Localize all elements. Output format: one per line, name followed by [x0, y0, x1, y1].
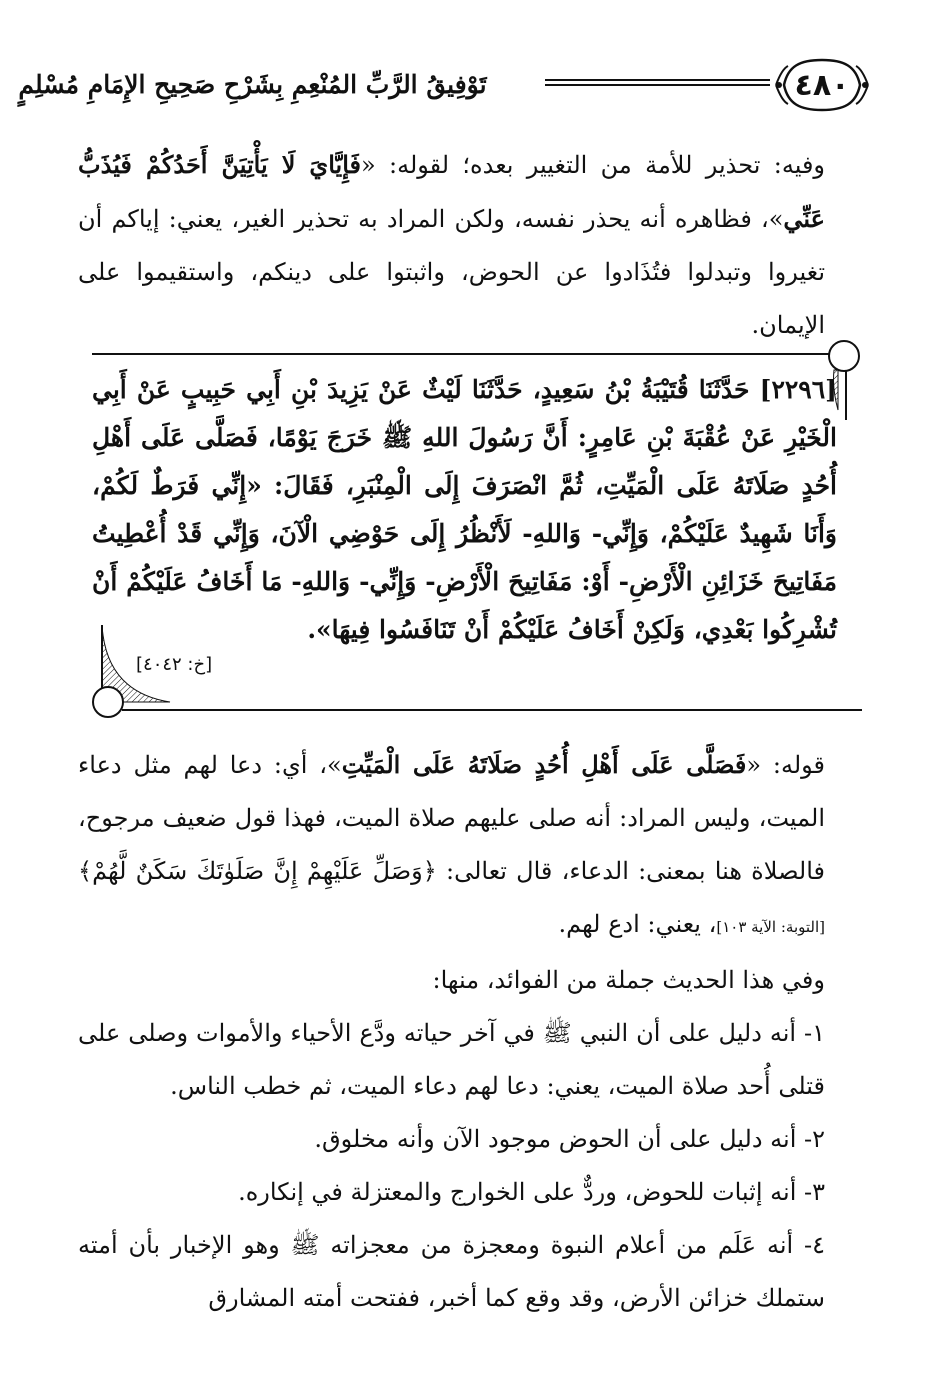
- intro-text: [78, 138, 873, 352]
- commentary-paragraph-1: [78, 738, 873, 954]
- benefit-1: ١- أنه دليل على أن النبي ﷺ في آخر حياته ودَّع الأحياء والأموات وصلى على قتلى أُحد صلاة الميت، يعني: دعا لهم دعاء الميت، ثم خطب الناس.: [78, 1019, 825, 1100]
- page-header: [18, 50, 870, 130]
- page-number: ٤٨٠: [794, 67, 850, 103]
- quran-reference: [التوبة: الآية ١٠٣]: [716, 918, 825, 936]
- book-title: تَوْفِيقُ الرَّبِّ المُنْعِمِ بِشَرْحِ صَحِيحِ الإِمَامِ مُسْلِمٍ: [18, 69, 487, 99]
- commentary-quote: فَصَلَّى عَلَى أَهْلِ أُحُدٍ صَلَاتَهُ عَلَى الْمَيِّتِ: [341, 750, 747, 779]
- intro-quote: فَإِيَّايَ لَا يَأْتِيَنَّ أَحَدُكُمْ فَيُذَبُّ عَنِّي: [78, 150, 825, 233]
- commentary-text: ، يعني: ادع لهم.: [558, 910, 717, 938]
- benefits-intro: وفي هذا الحديث جملة من الفوائد، منها:: [432, 966, 825, 994]
- intro-text-1: وفيه: تحذير للأمة من التغيير بعده؛ لقوله: «: [361, 151, 826, 179]
- benefit-2: ٢- أنه دليل على أن الحوض موجود الآن وأنه مخلوق.: [314, 1125, 825, 1153]
- benefit-4: ٤- أنه عَلَم من أعلام النبوة ومعجزة من معجزاته ﷺ وهو الإخبار بأن أمته ستملك خزائن الأرض، وقد وقع كما أخبر، ففتحت أمته المشارق: [78, 1231, 825, 1312]
- hadith-reference: [خ: ٤٠٤٢]: [136, 654, 213, 675]
- commentary-text: قوله: «: [746, 751, 825, 779]
- commentary-text: »، أي: دعا لهم مثل دعاء الميت، وليس المراد: أنه صلى عليهم صلاة الميت، فهذا قول ضعيف مرجوح، فالصلاة هنا بمعنى: الدعاء، قال تعالى: ﴿وَصَلِّ عَلَيْهِمْ إِنَّ صَلَوٰتَكَ سَكَنٌ لَّهُمْ﴾: [78, 751, 825, 885]
- commentary: [78, 738, 873, 1325]
- header-double-rule: [545, 79, 770, 86]
- benefit-3: ٣- أنه إثبات للحوض، وردٌّ على الخوارج والمعتزلة في إنكاره.: [238, 1178, 825, 1206]
- hadith-text: [٢٢٩٦] حَدَّثَنَا قُتَيْبَةُ بْنُ سَعِيدٍ، حَدَّثَنَا لَيْثٌ عَنْ يَزِيدَ بْنِ أَبِي حَبِيبٍ عَنْ أَبِي الْخَيْرِ عَنْ عُقْبَةَ بْنِ عَامِرٍ: أَنَّ رَسُولَ اللهِ ﷺ خَرَجَ يَوْمًا، فَصَلَّى عَلَى أَهْلِ أُحُدٍ صَلَاتَهُ عَلَى الْمَيِّتِ، ثُمَّ انْصَرَفَ إِلَى الْمِنْبَرِ، فَقَالَ: «إِنِّي فَرَطٌ لَكُمْ، وَأَنَا شَهِيدٌ عَلَيْكُمْ، وَإِنِّي- وَاللهِ- لَأَنْظُرُ إِلَى حَوْضِي الْآنَ، وَإِنِّي قَدْ أُعْطِيتُ مَفَاتِيحَ خَزَائِنِ الْأَرْضِ- أَوْ: مَفَاتِيحَ الْأَرْضِ- وَإِنِّي- وَاللهِ- مَا أَخَافُ عَلَيْكُمْ أَنْ تُشْرِكُوا بَعْدِي، وَلَكِنْ أَخَافُ عَلَيْكُمْ أَنْ تَنَافَسُوا فِيهَا».: [92, 375, 837, 644]
- intro-text-2: »، فظاهره أنه يحذر نفسه، ولكن المراد به تحذير الغير، يعني: إياكم أن تغيروا وتبدلوا فتُذَادوا عن الحوض، واثبتوا على دينكم، واستقيموا على الإيمان.: [78, 205, 825, 339]
- intro-paragraph: [78, 138, 873, 352]
- hadith-box: [92, 340, 862, 718]
